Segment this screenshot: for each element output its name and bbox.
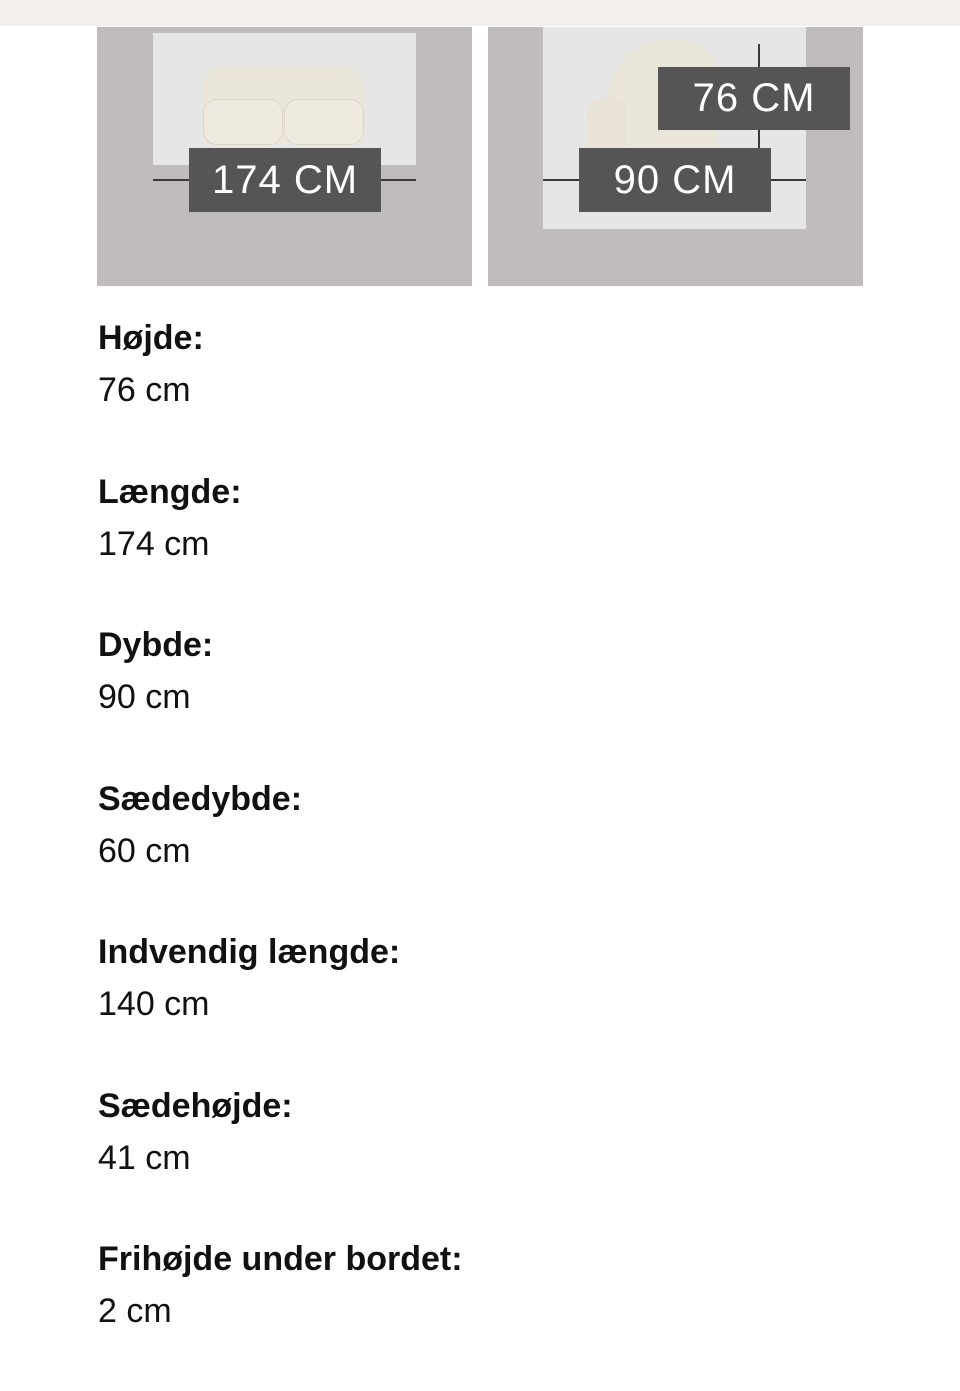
spec-seat-depth xyxy=(98,777,463,931)
sofa-cushion-right xyxy=(284,99,364,145)
spec-value: 140 cm xyxy=(98,985,210,1023)
spec-length xyxy=(98,470,463,624)
sofa-cushion-left xyxy=(203,99,283,145)
width-dimension-label: 174 CM xyxy=(189,148,381,212)
spec-value: 174 cm xyxy=(98,524,210,563)
spec-depth xyxy=(98,623,463,777)
height-dimension-label: 76 CM xyxy=(658,67,850,130)
spec-label: Indvendig længde: xyxy=(98,933,401,971)
spec-value: 90 cm xyxy=(98,678,191,716)
spec-label: Sædedybde: xyxy=(98,779,303,818)
top-bar xyxy=(0,0,960,26)
specifications-list xyxy=(98,316,463,1391)
spec-value: 60 cm xyxy=(98,831,191,870)
spec-label: Dybde: xyxy=(98,626,214,664)
spec-seat-height xyxy=(98,1084,463,1238)
spec-label: Frihøjde under bordet: xyxy=(98,1240,463,1278)
spec-value: 2 cm xyxy=(98,1292,172,1330)
spec-label: Sædehøjde: xyxy=(98,1086,293,1125)
spec-label: Højde: xyxy=(98,319,204,357)
spec-value: 76 cm xyxy=(98,371,191,409)
depth-dimension-label: 90 CM xyxy=(579,148,771,212)
front-dimension-image[interactable] xyxy=(97,27,472,286)
spec-inner-length xyxy=(98,930,463,1084)
spec-height xyxy=(98,316,463,470)
spec-clearance xyxy=(98,1237,463,1391)
side-dimension-image[interactable] xyxy=(488,27,863,286)
spec-label: Længde: xyxy=(98,472,242,511)
spec-value: 41 cm xyxy=(98,1138,191,1177)
